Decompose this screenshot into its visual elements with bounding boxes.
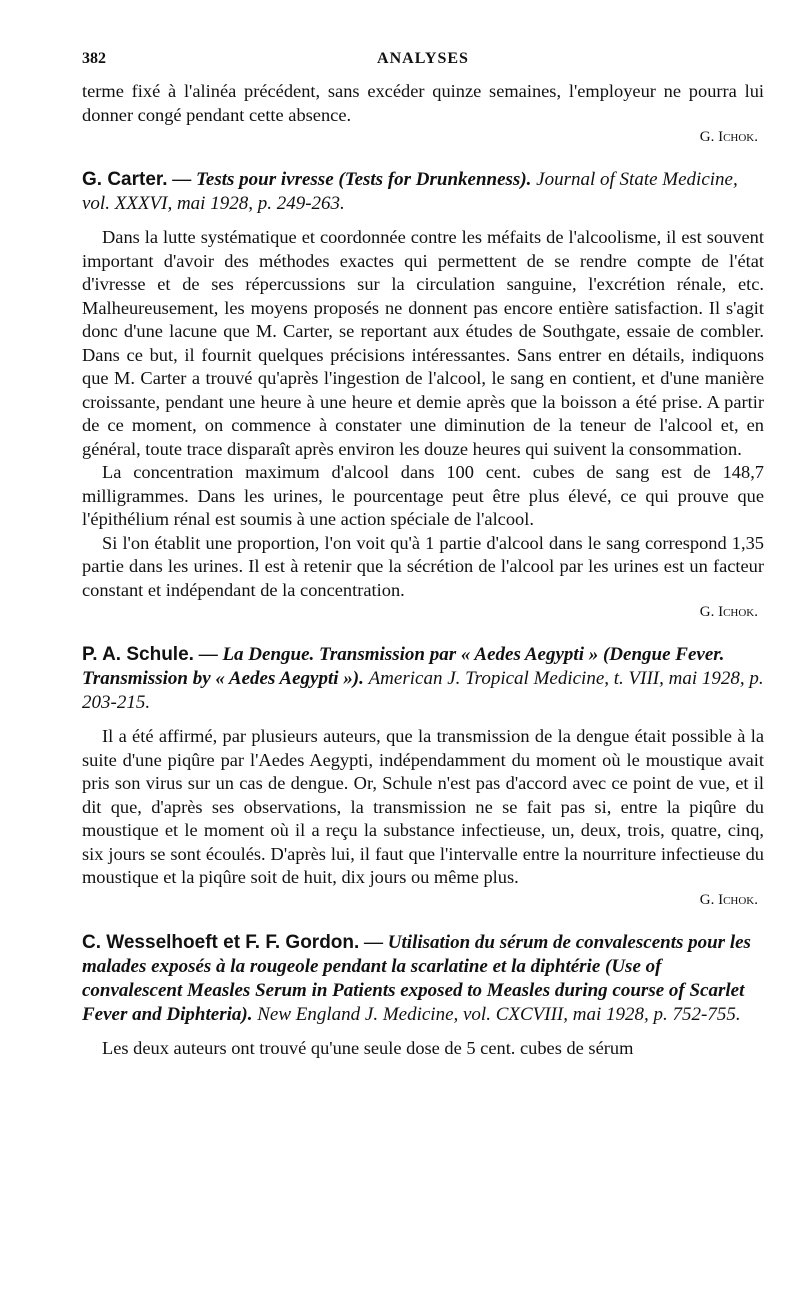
citation-authors: C. Wesselhoeft et F. F. Gordon. — [82, 931, 360, 953]
citation-details: t. VIII, mai 1928, p. 203-215. — [82, 668, 764, 713]
citation-title: Tests pour ivresse (Tests for Drunkenness). — [196, 169, 532, 190]
review-paragraph: Si l'on établit une proportion, l'on voit qu'à 1 partie d'alcool dans le sang correspond 1,35 partie dans les urines. Il est à retenir que la sécrétion de l'alcool par les urines est un facteur constant et indépendant de la concentration. — [82, 532, 764, 600]
citation — [82, 931, 764, 1027]
page-header — [82, 44, 764, 80]
review-paragraph: La concentration maximum d'alcool dans 100 cent. cubes de sang est de 148,7 milligrammes. Dans les urines, le pourcentage peut être plus élevé, ce qui prouve que l'épithélium rénal est soumis à une action spéciale de l'alcool. — [82, 462, 764, 529]
citation-journal: New England J. Medicine, — [257, 1003, 459, 1025]
citation — [82, 168, 764, 216]
citation-title: La Dengue. Transmission par « Aedes Aegypti » (Dengue Fever. Transmission by « Aedes Aegypti »). — [82, 644, 725, 689]
page — [82, 44, 764, 1060]
signature: G. Ichok. — [699, 129, 758, 145]
review-entry — [82, 643, 764, 909]
review-entry — [82, 931, 764, 1061]
citation-details: vol. XXXVI, mai 1928, p. 249-263. — [82, 193, 345, 214]
citation-title: Utilisation du sérum de convalescents pour les malades exposés à la rougeole pendant la scarlatine et la diphtérie (Use of convalescent Measles Serum in Patients exposed to Measles during course of Scarlet Fever and Diphteria). — [82, 931, 751, 1025]
review-paragraph: Les deux auteurs ont trouvé qu'une seule dose de 5 cent. cubes de sérum — [102, 1037, 634, 1058]
citation-journal: American J. Tropical Medicine, — [368, 668, 610, 689]
citation-authors: P. A. Schule. — [82, 644, 194, 665]
citation-journal: Journal of State Medicine, — [536, 169, 738, 190]
signature: G. Ichok. — [699, 604, 758, 620]
page-number: 382 — [82, 50, 106, 67]
signature: G. Ichok. — [699, 891, 758, 908]
citation — [82, 643, 764, 715]
review-paragraph: Il a été affirmé, par plusieurs auteurs, que la transmission de la dengue était possible à la suite d'une piqûre par l'Aedes Aegypti, indépendamment du moment où le moustique avait pris son virus sur un cas de dengue. Or, Schule n'est pas d'accord avec ce point de vue, et il dit que, d'après ses observations, la transmission ne se fait pas si, entre la piqûre du moustique et le moment où il a reçu la substance infectieuse, un, deux, trois, quatre, cinq, six jours se sont écoulés. D'après lui, il faut que l'intervalle entre la nourriture infectieuse du moustique et la piqûre soit de huit, dix jours ou même plus. — [82, 726, 764, 887]
citation-dash: — — [359, 931, 388, 953]
citation-authors: G. Carter. — [82, 169, 168, 190]
review-paragraph: Dans la lutte systématique et coordonnée contre les méfaits de l'alcoolisme, il est souvent important d'avoir des méthodes exactes qui permettent de se rendre compte de l'état d'ivresse et de ses répercussions sur la circulation sanguine, l'excrétion rénale, etc. Malheureusement, les moyens proposés ne donnent pas encore entière satisfaction. Il s'agit donc d'une lacune que M. Carter, se reportant aux études de Southgate, essaie de combler. Dans ce but, il fournit quelques précisions intéressantes. Sans entrer en détails, indiquons que M. Carter a trouvé qu'après l'ingestion de l'alcool, le sang en contient, et d'une manière croissante, pendant une heure à une heure et demie après que la boisson a été prise. A partir de ce moment, on commence à constater une diminution de la teneur de l'alcool et, en général, toute trace disparaît après environ les douze heures qui suivent la consommation. — [82, 227, 764, 459]
citation-dash: — — [193, 644, 223, 665]
running-head: ANALYSES — [377, 50, 469, 67]
review-entry — [82, 168, 764, 621]
citation-details: vol. CXCVIII, mai 1928, p. 752-755. — [458, 1003, 741, 1025]
citation-dash: — — [167, 169, 197, 190]
continued-paragraph: terme fixé à l'alinéa précédent, sans excéder quinze semaines, l'employeur ne pourra lui donner congé pendant cette absence. — [82, 81, 764, 125]
